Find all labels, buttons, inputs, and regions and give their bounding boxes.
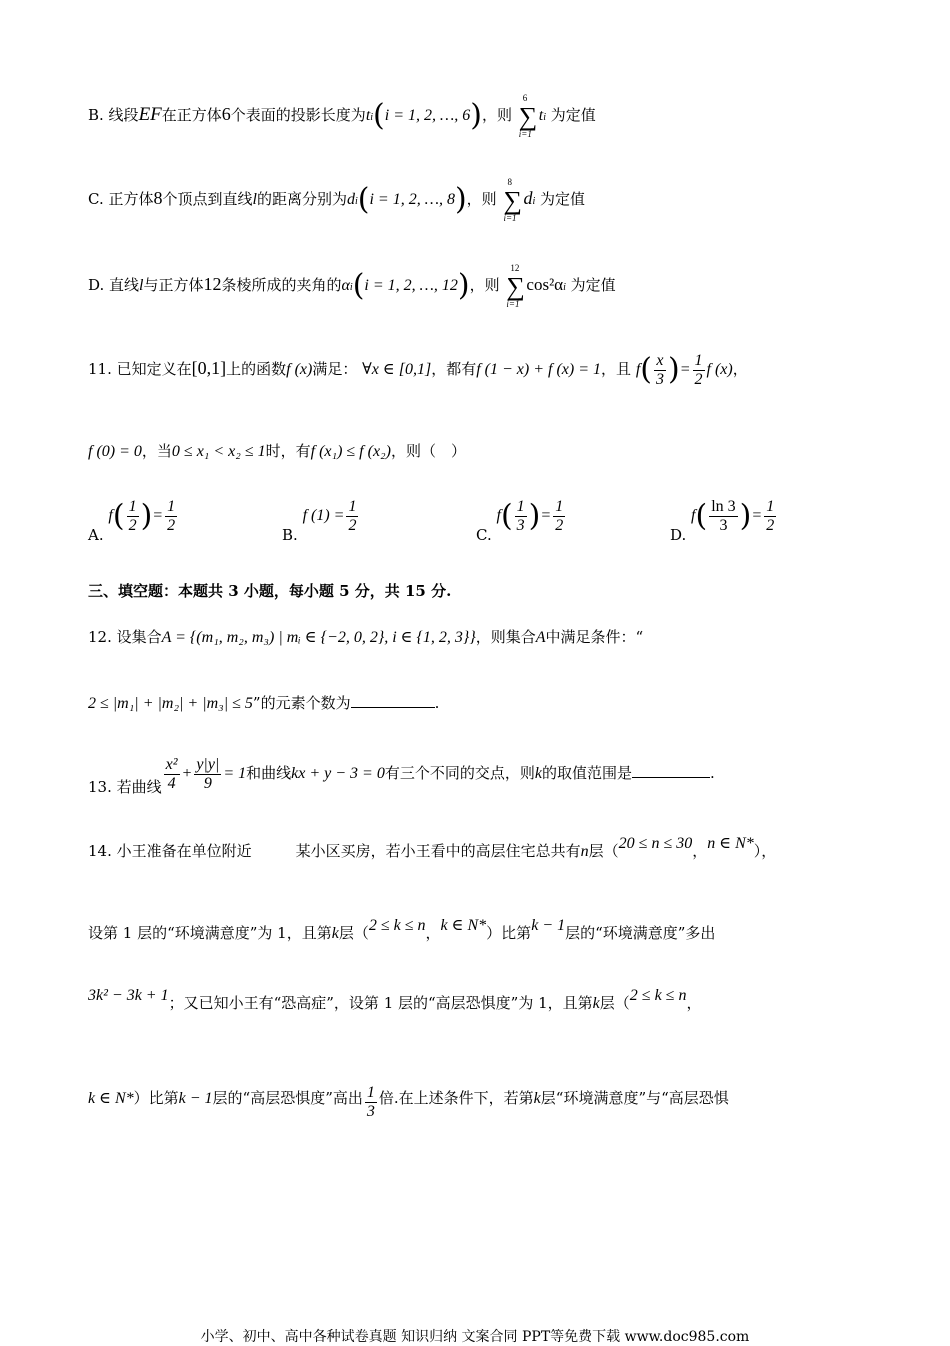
q14-l3d: ， (686, 994, 702, 1012)
q14-l2comma: ， (425, 924, 441, 942)
q12-mid: ，则集合 (475, 628, 536, 646)
q11-frac-x3: $\frac{x}{3}$ (655, 352, 664, 388)
option-d-text2: 与正方体 (143, 276, 204, 294)
option-d-text: D. 直线 (88, 276, 140, 294)
var-t: t (365, 107, 371, 124)
q14-l2d: 层的“环境满意度”多出 (565, 924, 716, 942)
twelve: 12 (203, 274, 222, 294)
q11-cond3-f: f (635, 361, 641, 379)
section-fill-in-heading: 三、填空题：本题共 3 小题，每小题 5 分，共 15 分. (88, 582, 452, 600)
q14-l3c: 层（ (599, 994, 630, 1012)
then-c: ，则 (466, 190, 497, 208)
q12-A: A (535, 629, 546, 646)
q13-end: . (709, 764, 715, 783)
q14-l4km1: k − 1 (178, 1090, 213, 1107)
q12-end: . (434, 694, 440, 712)
q11-cond3-r: f (x) (706, 361, 733, 379)
q14-l2b: 层（ (338, 924, 369, 942)
q12-set: A = {(m₁, m₂, m₃) | mᵢ ∈ {−2, 0, 2}, i ∈ {1, 2, 3}} (161, 629, 476, 646)
q14-l1b: 某小区买房，若小王看中的高层住宅总共有 (295, 842, 581, 860)
q14-l1end: ）， (753, 842, 777, 860)
sum-term-c: d (523, 188, 533, 208)
q14-l4k: k (533, 1090, 541, 1107)
tail-b: 为定值 (550, 106, 596, 124)
opt-d-f: f (691, 507, 696, 525)
q12-answer-blank[interactable] (351, 707, 435, 708)
q14-l2r2: k ∈ N* (440, 917, 487, 934)
option-b: B. 线段EF在正方体6个表面的投影长度为ti(i = 1, 2, …, 6)，则 6 ∑ i=1 ti 为定值 (88, 93, 596, 139)
q12-cond: 2 ≤ |m₁| + |m₂| + |m₃| ≤ 5 (88, 695, 253, 712)
option-c-text: C. 正方体 (88, 190, 154, 208)
q11-mono: f (x₁) ≤ f (x₂) (310, 443, 391, 460)
line-l: l (252, 191, 257, 208)
q11-frac-half: $\frac{1}{2}$ (694, 352, 703, 388)
q14-l4d: 倍.在上述条件下，若第 (378, 1089, 534, 1107)
sum-term-d: cos²α (526, 275, 564, 294)
page-footer: 小学、初中、高中各种试卷真题 知识归纳 文案合同 PPT等免费下载 www.doc985.com (200, 1329, 750, 1345)
q11-lead: 11. 已知定义在 (88, 360, 192, 379)
q12-mid2: 中满足条件：“ (545, 628, 644, 646)
q14-l1a: 14. 小王准备在单位附近 (88, 842, 252, 860)
q14-line4: k ∈ N*）比第k − 1层的“高层恐惧度”高出 $\frac{1}{3}$ 倍.在上述条件下，若第k层“环境满意度”与“高层恐惧 (88, 1084, 729, 1120)
q14-l2c: ）比第 (486, 924, 532, 942)
opt-b-label: B. (282, 526, 298, 545)
option-d-text3: 条棱所成的夹角的 (221, 276, 342, 294)
q11-cond2: f (1 − x) + f (x) = 1 (476, 361, 602, 379)
q14-line3 (88, 987, 702, 1012)
q12-lead: 12. 设集合 (88, 628, 162, 646)
then-d: ，则 (469, 276, 500, 294)
q14-l3r1: 2 ≤ k ≤ n (629, 987, 687, 1004)
option-d: D. 直线l与正方体12条棱所成的夹角的αi(i = 1, 2, …, 12)，则 12 ∑ i=1 cos²αi 为定值 (88, 263, 616, 309)
eight: 8 (153, 188, 163, 208)
q13-curve2: kx + y − 3 = 0 (291, 765, 385, 783)
q14-r2: n ∈ N* (707, 835, 754, 852)
q13-line: 13. 若曲线 $\frac{\text{x²}}{4}$ + $\frac{y|y|}{9}$ = 1和曲线kx + y − 3 = 0有三个不同的交点，则k的取值范围是 . (88, 756, 715, 797)
q14-l3b: ；又已知小王有“恐高症”，设第 1 层的“高层恐惧度”为 1，且第 (168, 994, 593, 1012)
q11-comma: ， (732, 360, 748, 379)
q11-then: ，则（ ） (390, 442, 466, 460)
line-l-d: l (139, 277, 144, 294)
q13-mid2: 有三个不同的交点，则 (384, 764, 535, 783)
q14-l1c: 层（ (588, 842, 619, 860)
q14-line2 (88, 917, 716, 942)
range-b: i = 1, 2, …, 6 (384, 107, 471, 124)
q11-option-a[interactable]: A. f( $\frac{1}{2}$ )= $\frac{1}{2}$ (88, 498, 176, 545)
then-b: ，则 (481, 106, 512, 124)
q11-f0: f (0) = 0 (88, 443, 142, 460)
q12-line2 (88, 696, 439, 712)
opt-b-f: f (1) = (302, 507, 345, 525)
opt-c-label: C. (476, 526, 492, 545)
q14-comma1: ， (692, 842, 708, 860)
q14-line1 (88, 835, 777, 860)
q14-l3k: k (592, 995, 600, 1012)
q14-l2r1: 2 ≤ k ≤ n (368, 917, 426, 934)
q13-plus: + (181, 765, 193, 783)
q11-when: ，当 (141, 442, 172, 460)
var-d: d (346, 191, 355, 208)
q13-lead: 13. 若曲线 (88, 778, 162, 797)
q11-line2 (88, 444, 466, 460)
option-b-text3: 个表面的投影长度为 (230, 106, 366, 124)
sum-term-b: t (538, 107, 544, 124)
q11-option-c[interactable]: C. f( $\frac{1}{3}$ )= $\frac{1}{2}$ (476, 498, 564, 545)
sum-c: 8 ∑ i=1 (503, 177, 522, 223)
var-alpha: α (341, 277, 350, 294)
q12-tail: ”的元素个数为 (252, 694, 351, 712)
tail-c: 为定值 (540, 190, 586, 208)
q11-mid3: ，都有 (431, 360, 477, 379)
opt-d-label: D. (670, 526, 687, 545)
sum-d: 12 ∑ i=1 (506, 263, 525, 309)
opt-a-label: A. (88, 526, 104, 545)
q14-l2km1: k − 1 (531, 917, 566, 934)
q11-eq: = (679, 361, 691, 379)
opt-c-f: f (496, 507, 501, 525)
q14-l2k: k (331, 925, 339, 942)
q11-option-b[interactable]: B. f (1) = $\frac{1}{2}$ (282, 498, 357, 545)
q14-r1: 20 ≤ n ≤ 30 (618, 835, 693, 852)
q13-mid: 和曲线 (246, 764, 292, 783)
q13-answer-blank[interactable] (632, 777, 710, 778)
q14-l4a: k ∈ N* (88, 1090, 134, 1107)
segment-ef: EF (138, 104, 162, 125)
q14-l4c: 层的“高层恐惧度”高出 (212, 1089, 363, 1107)
q11-ineq: 0 ≤ x₁ < x₂ ≤ 1 (171, 443, 266, 460)
option-b-text: B. 线段 (88, 106, 139, 124)
q11-mid: 上的函数 (226, 360, 287, 379)
q11-fx: f (x) (286, 361, 313, 379)
q11-interval: [0,1] (191, 358, 227, 379)
q14-l3a: 3k² − 3k + 1 (88, 987, 169, 1004)
q11-mid2: 满足： (312, 360, 358, 379)
range-d: i = 1, 2, …, 12 (364, 277, 458, 294)
q11-option-d[interactable]: D. f( $\frac{\ln 3}{3}$ )= $\frac{1}{2}$ (670, 498, 775, 545)
range-c: i = 1, 2, …, 8 (369, 191, 455, 208)
tail-d: 为定值 (570, 276, 616, 294)
q11-cond1: ∀x ∈ [0,1] (362, 361, 432, 379)
q12-line1 (88, 630, 643, 646)
sum-b: 6 ∑ i=1 (518, 93, 538, 139)
q14-l4b: ）比第 (133, 1089, 179, 1107)
q11-have: 时，有 (265, 442, 311, 460)
option-c-text2: 个顶点到直线 (162, 190, 253, 208)
six: 6 (221, 104, 231, 124)
option-c: C. 正方体8个顶点到直线l的距离分别为di(i = 1, 2, …, 8)，则 8 ∑ i=1 di 为定值 (88, 177, 586, 223)
q13-tail: 的取值范围是 (541, 764, 632, 783)
q14-l2a: 设第 1 层的“环境满意度”为 1，且第 (88, 924, 332, 942)
q14-l4e: 层“环境满意度”与“高层恐惧 (540, 1089, 729, 1107)
q13-eq1: = 1 (223, 765, 247, 783)
q13-k: k (534, 765, 542, 783)
q11-mid4: ，且 (601, 360, 632, 379)
q11-line1: 11. 已知定义在[0,1]上的函数f (x)满足： ∀x ∈ [0,1]，都有f (1 − x) + f (x) = 1，且 f( $\frac{x}{3}$ )= $\frac{1}{2}$ f (x)， (88, 352, 748, 388)
q14-n: n (580, 843, 589, 860)
opt-a-f: f (108, 507, 113, 525)
option-b-text2: 在正方体 (161, 106, 222, 124)
option-c-text3: 的距离分别为 (256, 190, 347, 208)
